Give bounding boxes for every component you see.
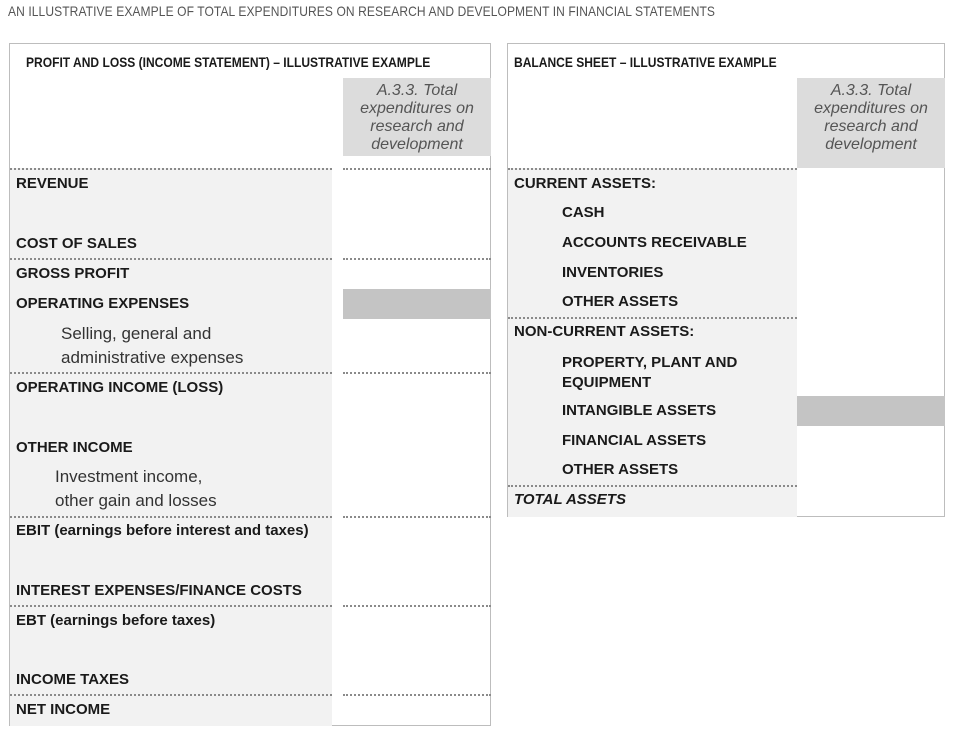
row-current-assets: CURRENT ASSETS:	[514, 175, 656, 192]
row-separator	[343, 694, 491, 696]
row-separator	[10, 605, 332, 607]
row-net-income: NET INCOME	[16, 701, 111, 718]
row-ppe: PROPERTY, PLANT AND EQUIPMENT	[562, 354, 738, 391]
row-separator	[508, 485, 797, 487]
row-separator	[343, 516, 491, 518]
row-separator	[343, 168, 491, 170]
row-other-assets-noncurrent: OTHER ASSETS	[562, 461, 679, 478]
row-income-taxes: INCOME TAXES	[16, 671, 130, 688]
income-statement-title: PROFIT AND LOSS (INCOME STATEMENT) – ILLUSTRATIVE EXAMPLE	[26, 54, 431, 70]
row-other-assets-current: OTHER ASSETS	[562, 293, 679, 310]
balance-column-header: A.3.3. Total expenditures on research and development	[797, 78, 945, 168]
row-other-income: OTHER INCOME	[16, 439, 133, 456]
row-separator	[343, 372, 491, 374]
income-statement-panel	[9, 43, 491, 726]
row-separator	[10, 694, 332, 696]
row-operating-income: OPERATING INCOME (LOSS)	[16, 379, 224, 396]
row-ebit: EBIT (earnings before interest and taxes)	[16, 522, 309, 539]
row-ebt: EBT (earnings before taxes)	[16, 612, 216, 629]
row-separator	[508, 168, 797, 170]
row-cash: CASH	[562, 204, 605, 221]
row-separator	[10, 168, 332, 170]
row-intangible-assets: INTANGIBLE ASSETS	[562, 402, 717, 419]
intangible-assets-rd-cell	[797, 396, 945, 426]
row-sga: Selling, general and administrative expenses	[61, 324, 244, 367]
income-column-header: A.3.3. Total expenditures on research and development	[343, 78, 491, 156]
row-accounts-receivable: ACCOUNTS RECEIVABLE	[562, 234, 747, 251]
row-separator	[10, 372, 332, 374]
row-total-assets: TOTAL ASSETS	[514, 491, 626, 508]
row-cost-of-sales: COST OF SALES	[16, 235, 137, 252]
row-investment-income: Investment income, other gain and losses	[55, 467, 217, 510]
row-inventories: INVENTORIES	[562, 264, 664, 281]
row-separator	[10, 516, 332, 518]
row-separator	[343, 605, 491, 607]
row-interest: INTEREST EXPENSES/FINANCE COSTS	[16, 582, 302, 599]
page-title: AN ILLUSTRATIVE EXAMPLE OF TOTAL EXPENDITURES ON RESEARCH AND DEVELOPMENT IN FINANCIAL STATEMENTS	[8, 3, 716, 19]
row-separator	[343, 258, 491, 260]
row-revenue: REVENUE	[16, 175, 89, 192]
row-non-current-assets: NON-CURRENT ASSETS:	[514, 323, 695, 340]
row-gross-profit: GROSS PROFIT	[16, 265, 130, 282]
balance-sheet-title: BALANCE SHEET – ILLUSTRATIVE EXAMPLE	[514, 54, 777, 70]
row-financial-assets: FINANCIAL ASSETS	[562, 432, 707, 449]
row-separator	[508, 317, 797, 319]
operating-expenses-rd-cell	[343, 289, 491, 319]
row-separator	[10, 258, 332, 260]
balance-sheet-panel	[507, 43, 945, 517]
row-operating-expenses: OPERATING EXPENSES	[16, 295, 190, 312]
